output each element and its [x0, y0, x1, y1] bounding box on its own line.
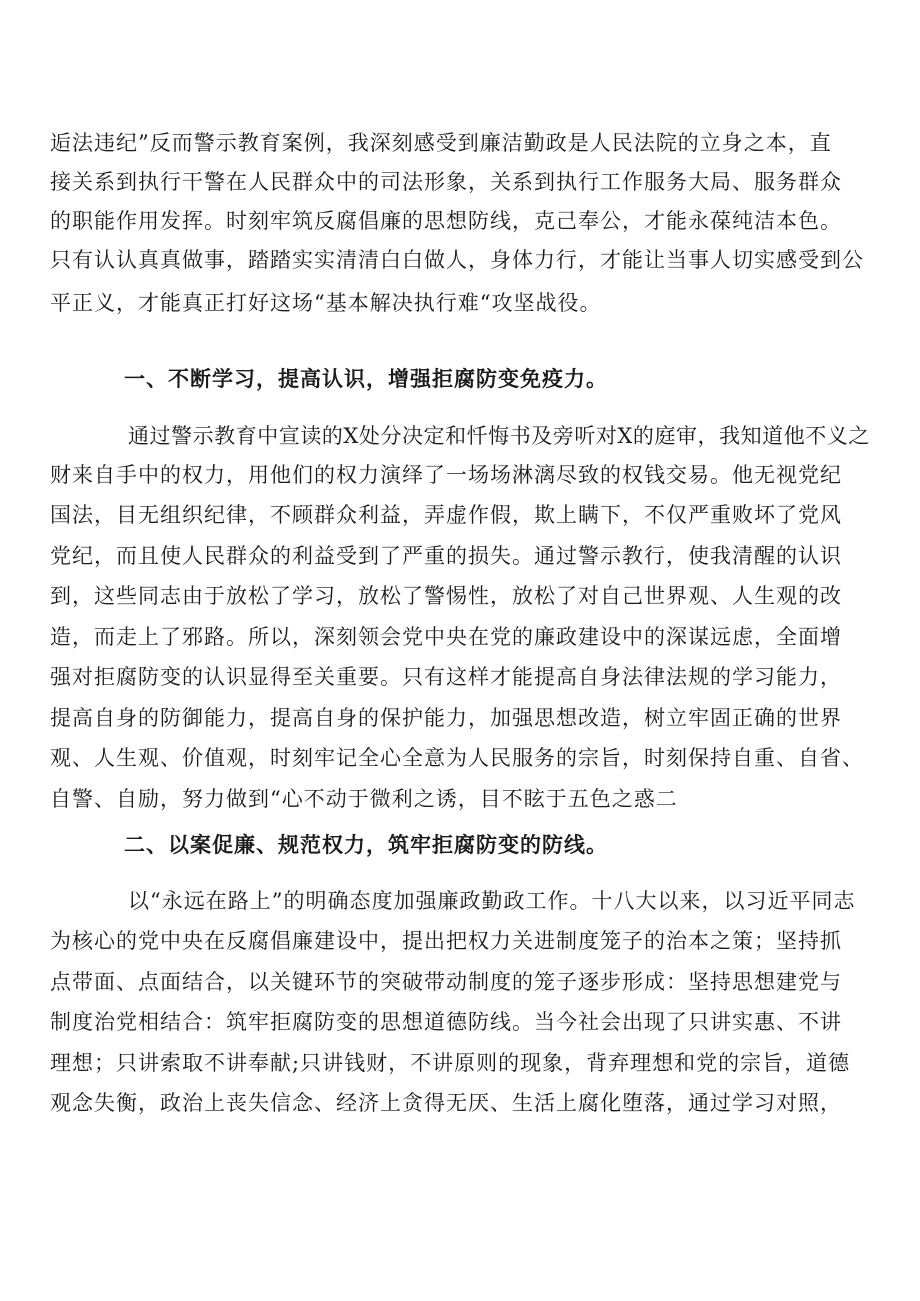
paragraph-line: 平正义，才能真正打好这场“基本解决执行难“攻坚战役。 [50, 291, 602, 315]
paragraph-line: 逅法违纪”反而警示教育案例，我深刻感受到廉洁勤政是人民法院的立身之本，直 [50, 131, 832, 155]
paragraph-line: 自警、自励，努力做到“心不动于微利之诱，目不眩于五色之惑二 [50, 787, 678, 811]
paragraph-line: 党纪，而且使人民群众的利益受到了严重的损失。通过警示教行，使我清醒的认识 [50, 544, 842, 568]
paragraph-line: 强对拒腐防变的认识显得至关重要。只有这样才能提高自身法律法规的学习能力， [50, 665, 842, 689]
paragraph-line: 理想；只讲索取不讲奉献;只讲钱财，不讲原则的现象，背弃理想和党的宗旨，道德 [50, 1051, 851, 1075]
paragraph-line: 以“永远在路上”的明确态度加强廉政勤政工作。十八大以来，以习近平同志 [128, 889, 856, 913]
paragraph-line: 接关系到执行干警在人民群众中的司法形象，关系到执行工作服务大局、服务群众 [50, 170, 842, 194]
paragraph-line: 的职能作用发挥。时刻牢筑反腐倡廉的思想防线，克己奉公，才能永葆纯洁本色。 [50, 209, 842, 233]
paragraph-line: 造，而走上了邪路。所以，深刻领会党中央在党的廉政建设中的深谋远虑，全面增 [50, 625, 842, 649]
paragraph-line: 为核心的党中央在反腐倡廉建设中，提出把权力关进制度笼子的治本之策；坚持抓 [50, 929, 842, 953]
paragraph-line: 观念失衡，政治上丧失信念、经济上贪得无厌、生活上腐化堕落，通过学习对照， [50, 1091, 842, 1115]
paragraph-line: 制度治党相结合：筑牢拒腐防变的思想道德防线。当今社会出现了只讲实惠、不讲 [50, 1010, 842, 1034]
paragraph-line: 提高自身的防御能力，提高自身的保护能力，加强思想改造，树立牢固正确的世界 [50, 706, 842, 730]
paragraph-line: 财来自手中的权力，用他们的权力演绎了一场场淋漓尽致的权钱交易。他无视党纪 [50, 463, 842, 487]
paragraph-line: 观、人生观、价值观，时刻牢记全心全意为人民服务的宗旨，时刻保持自重、自省、 [50, 746, 864, 770]
paragraph-line: 通过警示教育中宣读的X处分决定和忏悔书及旁听对X的庭审，我知道他不义之 [128, 424, 870, 448]
paragraph-line: 国法，目无组织纪律，不顾群众利益，弄虚作假，欺上瞒下，不仅严重败坏了党风 [50, 503, 842, 527]
paragraph-line: 点带面、点面结合，以关键环节的突破带动制度的笼子逐步形成：坚持思想建党与 [50, 970, 842, 994]
section-heading-1: 一、不断学习，提高认识，增强拒腐防变免疫力。 [124, 366, 608, 391]
paragraph-line: 只有认认真真做事，踏踏实实清清白白做人，身体力行，才能让当事人切实感受到公 [50, 248, 864, 272]
section-heading-2: 二、以案促廉、规范权力，筑牢拒腐防变的防线。 [124, 832, 608, 857]
paragraph-line: 到，这些同志由于放松了学习，放松了警惕性，放松了对自己世界观、人生观的改 [50, 584, 842, 608]
